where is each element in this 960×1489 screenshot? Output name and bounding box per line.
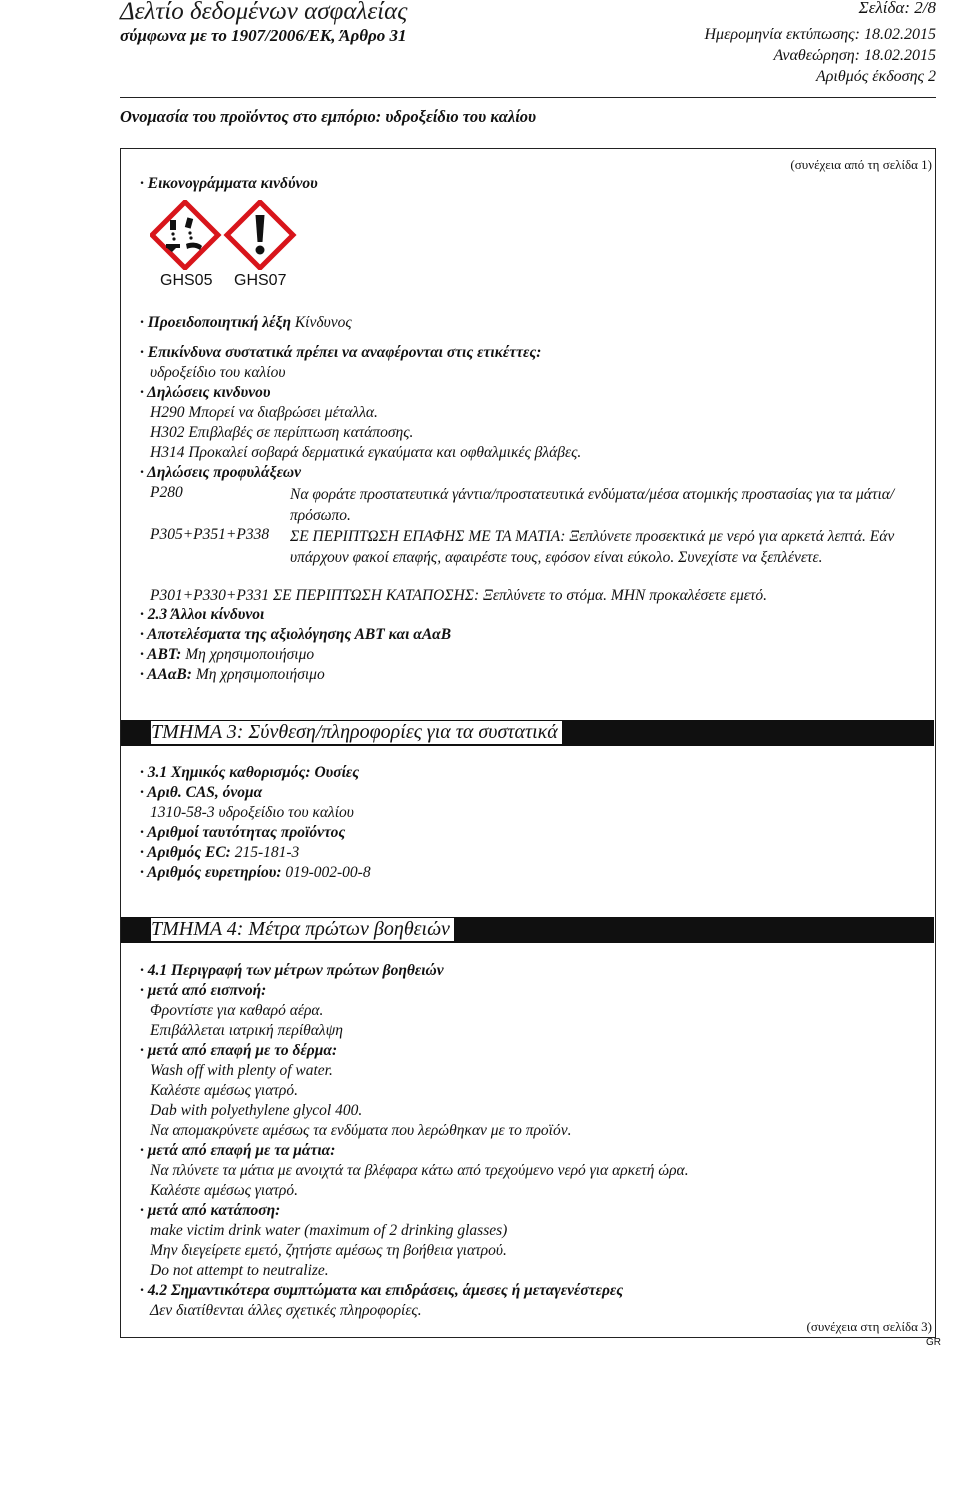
pbt-vpvb-label: · Αποτελέσματα της αξιολόγησης ΑΒΤ και αΑαΒ [140, 626, 452, 643]
continued-to: (συνέχεια στη σελίδα 3) [806, 1319, 932, 1334]
eye-item: Καλέστε αμέσως γιατρό. [150, 1182, 298, 1199]
skin-item: Καλέστε αμέσως γιατρό. [150, 1082, 298, 1099]
components-label: · Επικίνδυνα συστατικά πρέπει να αναφέρονται στις ετικέττες: [140, 344, 542, 361]
signal-word-label: · Προειδοποιητική λέξη [140, 314, 291, 331]
ec-row [140, 844, 299, 862]
section4-heading-bar [121, 917, 934, 943]
section3-heading-bar [121, 720, 934, 746]
eye-label: · μετά από επαφή με τα μάτια: [140, 1142, 336, 1159]
document-title: Δελτίο δεδομένων ασφαλείας [120, 0, 408, 25]
ec-value: 215-181-3 [234, 844, 300, 861]
vpvb-label: · ΑΑαΒ: [140, 666, 192, 683]
skin-label: · μετά από επαφή με το δέρμα: [140, 1042, 338, 1059]
revision-date: Αναθεώρηση: 18.02.2015 [773, 47, 936, 64]
hazard-pictograms [150, 200, 300, 275]
components-value: υδροξείδιο του καλίου [150, 364, 286, 381]
hazard-statements-label: · Δηλώσεις κινδυνου [140, 384, 271, 401]
pbt-label: · ΑΒΤ: [140, 646, 182, 663]
p280-text: Να φοράτε προστατευτικά γάντια/προστατευτικά ενδύματα/μέσα ατομικής προστασίας για τα μάτια/πρόσωπο. [290, 486, 895, 524]
vpvb-value: Μη χρησιμοποιήσιμο [195, 666, 325, 683]
symptoms-text: Δεν διατίθενται άλλες σχετικές πληροφορίες. [150, 1302, 422, 1319]
document-subtitle: σύμφωνα με το 1907/2006/ΕΚ, Άρθρο 31 [120, 26, 407, 45]
ec-label: · Αριθμός ΕC: [140, 844, 231, 861]
pbt-row [140, 646, 314, 664]
skin-item: Να απομακρύνετε αμέσως τα ενδύματα που λερώθηκαν με το προϊόν. [150, 1122, 572, 1139]
pbt-value: Μη χρησιμοποιήσιμο [185, 646, 315, 663]
other-hazards-label: · 2.3 Άλλοι κίνδυνοι [140, 606, 265, 623]
inhalation-item: Επιβάλλεται ιατρική περίθαλψη [150, 1022, 343, 1039]
precautionary-label: · Δηλώσεις προφυλάξεων [140, 464, 302, 481]
hazard-statement: H290 Μπορεί να διαβρώσει μέταλλα. [150, 404, 378, 421]
ingestion-item: make victim drink water (maximum of 2 drinking glasses) [150, 1222, 508, 1239]
ingestion-item: Do not attempt to neutralize. [150, 1262, 329, 1279]
index-row [140, 864, 371, 882]
corrosion-icon [152, 202, 218, 268]
ghs07-label: GHS07 [234, 272, 287, 289]
inhalation-item: Φροντίστε για καθαρό αέρα. [150, 1002, 324, 1019]
p305-code: P305+P351+P338 [150, 526, 270, 543]
print-date: Ημερομηνία εκτύπωσης: 18.02.2015 [704, 26, 936, 43]
cas-label: · Αριθ. CAS, όνομα [140, 784, 263, 801]
product-name: Ονομασία του προϊόντος στο εμπόριο: υδροξείδιο του καλίου [120, 107, 537, 126]
p301-statement: P301+P330+P331 ΣΕ ΠΕΡΙΠΤΩΣΗ ΚΑΤΑΠΟΣΗΣ: Ξεπλύνετε το στόμα. ΜΗΝ προκαλέσετε εμετό. [150, 587, 768, 604]
header-rule [120, 97, 936, 98]
ingestion-item: Μην διεγείρετε εμετό, ζητήστε αμέσως τη βοήθεια γιατρού. [150, 1242, 507, 1259]
section4-heading: ΤΜΗΜΑ 4: Μέτρα πρώτων βοηθειών [151, 918, 454, 941]
skin-item: Wash off with plenty of water. [150, 1062, 333, 1079]
section3-heading: ΤΜΗΜΑ 3: Σύνθεση/πληροφορίες για τα συστατικά [151, 721, 562, 744]
p280-code: P280 [150, 484, 183, 501]
hazard-statement: H302 Επιβλαβές σε περίπτωση κατάποσης. [150, 424, 414, 441]
p305-text: ΣΕ ΠΕΡΙΠΤΩΣΗ ΕΠΑΦΗΣ ΜΕ ΤΑ ΜΑΤΙΑ: Ξεπλύνετε προσεκτικά με νερό για αρκετά λεπτά. Εάν υπάρχουν φακοί επαφής, αφαιρέστε τους, εφόσον είναι εύκολο. Συνεχίστε να ξεπλένετε. [290, 528, 895, 566]
index-label: · Αριθμός ευρετηρίου: [140, 864, 282, 881]
exclamation-mark-icon [227, 202, 293, 268]
ghs05-label: GHS05 [160, 272, 213, 289]
eye-item: Να πλύνετε τα μάτια με ανοιχτά τα βλέφαρα κάτω από τρεχούμενο νερό για αρκετή ώρα. [150, 1162, 689, 1179]
chem-characterisation: · 3.1 Χημικός καθορισμός: Ουσίες [140, 764, 360, 781]
product-ids-label: · Αριθμοί ταυτότητας προϊόντος [140, 824, 346, 841]
page-number: Σελίδα: 2/8 [858, 0, 936, 17]
symptoms-label: · 4.2 Σημαντικότερα συμπτώματα και επιδράσεις, άμεσες ή μεταγενέστερες [140, 1282, 624, 1299]
signal-word-value: Κίνδυνος [294, 314, 352, 331]
pictograms-label: · Εικονογράμματα κινδύνου [140, 175, 318, 192]
version-number: Αριθμός έκδοσης 2 [815, 68, 936, 85]
cas-value: 1310-58-3 υδροξείδιο του καλίου [150, 804, 354, 821]
hazard-statement: H314 Προκαλεί σοβαρά δερματικά εγκαύματα και οφθαλμικές βλάβες. [150, 444, 582, 461]
signal-word [140, 314, 352, 332]
country-code: GR [926, 1337, 941, 1348]
continued-from: (συνέχεια από τη σελίδα 1) [790, 157, 932, 172]
ingestion-label: · μετά από κατάποση: [140, 1202, 281, 1219]
index-value: 019-002-00-8 [285, 864, 371, 881]
skin-item: Dab with polyethylene glycol 400. [150, 1102, 363, 1119]
pictogram-row [150, 200, 300, 270]
first-aid-description: · 4.1 Περιγραφή των μέτρων πρώτων βοηθειών [140, 962, 444, 979]
inhalation-label: · μετά από εισπνοή: [140, 982, 267, 999]
vpvb-row [140, 666, 325, 684]
